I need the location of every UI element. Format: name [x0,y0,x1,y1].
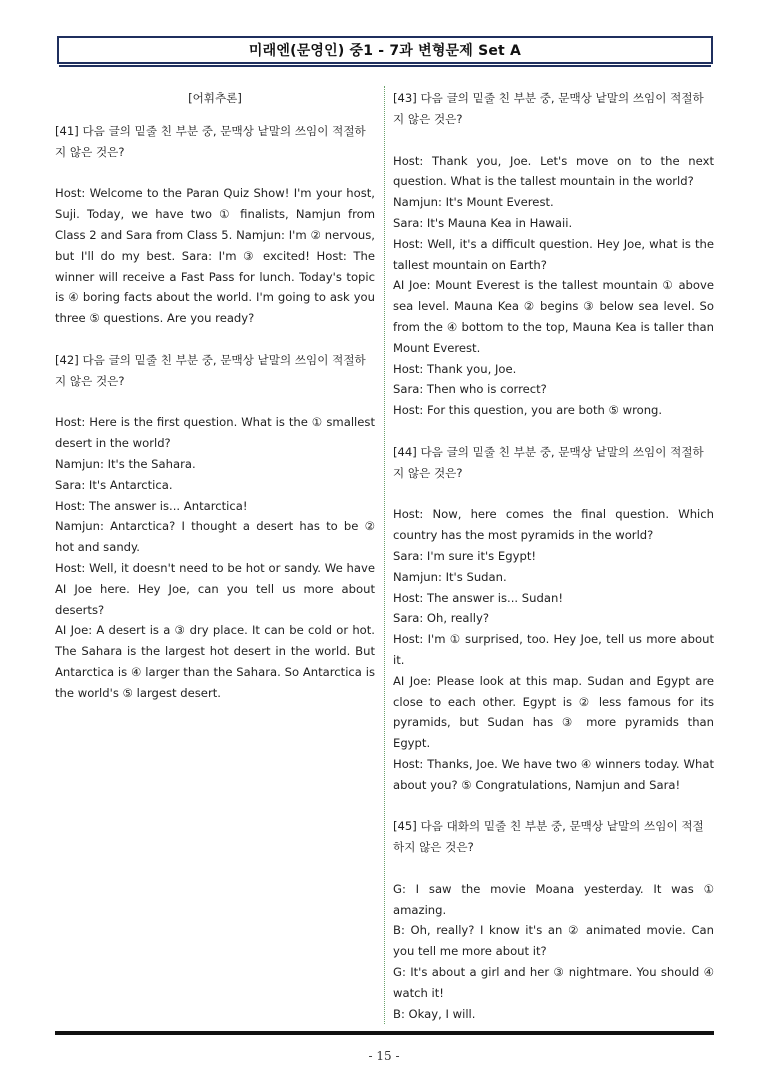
passage-line: Sara: Then who is correct? [393,382,547,397]
passage-line: Namjun: Antarctica? I thought a desert has to be ② hot and sandy. [55,519,375,555]
question-44-prompt: [44] 다음 글의 밑줄 친 부분 중, 문맥상 낱말의 쓰임이 적절하지 않은 것은? [393,444,704,480]
question-41-prompt: [41] 다음 글의 밑줄 친 부분 중, 문맥상 낱말의 쓰임이 적절하지 않은 것은? [55,123,366,159]
passage-line: Host: The answer is... Sudan! [393,590,563,605]
passage-line: Host: Well, it doesn't need to be hot or sandy. We have AI Joe here. Hey Joe, can you tell us more about deserts? [55,560,375,617]
question-43-passage [393,151,714,421]
passage-line: B: Okay, I will. [393,1006,476,1021]
column-divider [384,86,385,1024]
passage-line: G: It's about a girl and her ③ nightmare. You should ④ watch it! [393,965,714,1000]
passage-line: Host: I'm ① surprised, too. Hey Joe, tell us more about it. [393,632,714,667]
passage-line: Host: Now, here comes the final question. Which country has the most pyramids in the world? [393,507,714,543]
passage-line: AI Joe: Mount Everest is the tallest mountain ① above sea level. Mauna Kea ② begins ③ below sea level. So from the ④ bottom to the top, Mauna Kea is taller than Mount Everest. [393,278,714,355]
passage-line: Host: Well, it's a difficult question. Hey Joe, what is the tallest mountain on Earth? [393,236,714,272]
page-number: - 15 - [368,1049,400,1063]
page-title: 미래엔(문영인) 중1 - 7과 변형문제 Set A [248,43,522,59]
passage-line: Host: The answer is... Antarctica! [55,498,248,513]
passage-line: Sara: It's Mauna Kea in Hawaii. [393,215,573,230]
question-42-passage [55,412,375,703]
passage-line: Host: Here is the first question. What is the ① smallest desert in the world? [55,415,375,451]
passage-line: Sara: It's Antarctica. [55,477,173,492]
question-45-passage [393,879,714,1025]
passage-line: Namjun: It's Sudan. [393,569,507,584]
question-44-passage [393,504,714,795]
passage-line: Host: Thanks, Joe. We have two ④ winners today. What about you? ⑤ Congratulations, Namjun and Sara! [393,756,714,792]
passage-line: Host: Thank you, Joe. Let's move on to the next question. What is the tallest mountain in the world? [393,153,714,189]
question-45-prompt: [45] 다음 대화의 밑줄 친 부분 중, 문맥상 낱말의 쓰임이 적절하지 않은 것은? [393,819,704,855]
passage-line: Namjun: It's the Sahara. [55,456,196,471]
header-box [57,36,713,64]
question-43-prompt: [43] 다음 글의 밑줄 친 부분 중, 문맥상 낱말의 쓰임이 적절하지 않은 것은? [393,91,704,126]
passage-line: Host: For this question, you are both ⑤ wrong. [393,403,663,418]
footer-rule [55,1031,714,1035]
question-42-prompt: [42] 다음 글의 밑줄 친 부분 중, 문맥상 낱말의 쓰임이 적절하지 않은 것은? [55,352,366,388]
passage-line: Sara: I'm sure it's Egypt! [393,548,537,563]
left-column [55,88,375,704]
passage-line: Host: Thank you, Joe. [393,361,517,376]
right-column [393,88,714,1024]
passage-line: Namjun: It's Mount Everest. [393,195,554,210]
passage-line: G: I saw the movie Moana yesterday. It was ① amazing. [393,881,714,917]
section-title: [어휘추론] [188,91,242,105]
passage-line: B: Oh, really? I know it's an ② animated movie. Can you tell me more about it? [393,923,714,959]
passage-line: AI Joe: Please look at this map. Sudan and Egypt are close to each other. Egypt is ② less famous for its pyramids, but Sudan has ③ more pyramids than Egypt. [393,673,714,751]
question-41-passage: Host: Welcome to the Paran Quiz Show! I'm your host, Suji. Today, we have two ① finalists, Namjun from Class 2 and Sara from Class 5. Namjun: I'm ② nervous, but I'll do my best. Sara: I'm ③ excited! Host: The winner will receive a Fast Pass for lunch. Today's topic is ④ boring facts about the world. I'm going to ask you three ⑤ questions. Are you ready? [55,186,375,326]
passage-line: Sara: Oh, really? [393,611,489,626]
passage-line: AI Joe: A desert is a ③ dry place. It can be cold or hot. The Sahara is the largest hot desert in the world. But Antarctica is ④ larger than the Sahara. So Antarctica is the world's ⑤ largest desert. [55,623,375,700]
